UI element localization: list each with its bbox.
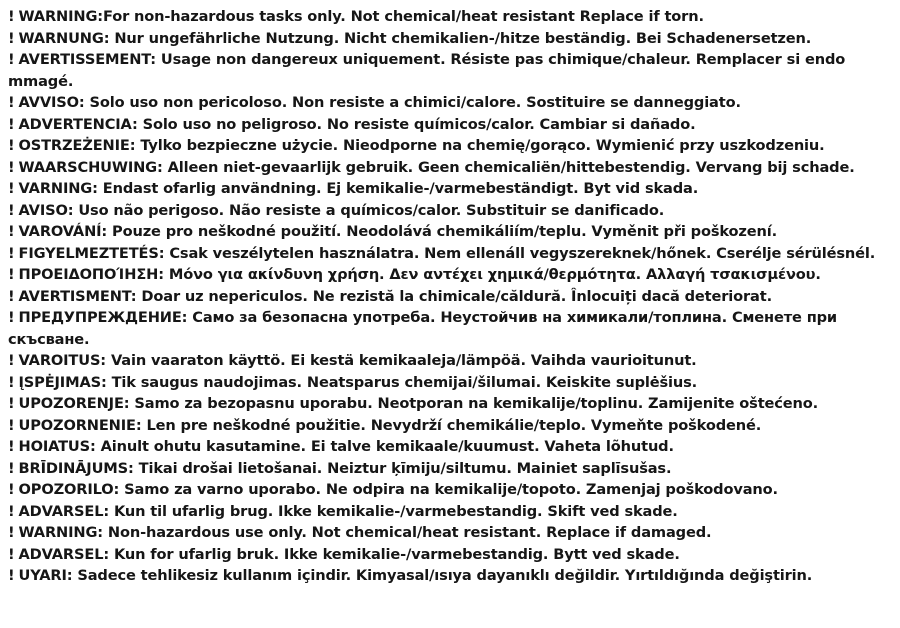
exclamation-icon: !	[8, 180, 15, 197]
warning-line	[8, 264, 878, 286]
warning-body: For non-hazardous tasks only. Not chemical/heat resistant Replace if torn.	[102, 8, 704, 25]
warning-line	[8, 501, 878, 523]
warning-line	[8, 114, 878, 136]
warning-body: Tik saugus naudojimas. Neatsparus chemijai/šilumai. Keiskite suplėšius.	[111, 373, 698, 391]
warning-body: Len pre neškodné použitie. Nevydrží chemikálie/teplo. Vymeňte poškodené.	[146, 416, 762, 434]
warning-label: UPOZORENJE:	[18, 395, 130, 412]
exclamation-icon: !	[8, 524, 15, 541]
warning-body: Tylko bezpieczne użycie. Nieodporne na chemię/gorąco. Wymienić przy uszkodzeniu.	[140, 137, 825, 154]
warning-line	[8, 49, 878, 92]
exclamation-icon: !	[8, 352, 15, 369]
warning-body: Kun til ufarlig brug. Ikke kemikalie-/varmebestandig. Skift ved skade.	[113, 502, 678, 520]
exclamation-icon: !	[8, 94, 15, 111]
warning-line	[8, 393, 878, 415]
warning-line	[8, 458, 878, 480]
warning-label: ADVARSEL:	[18, 502, 110, 520]
exclamation-icon: !	[8, 158, 15, 176]
warning-line	[8, 243, 878, 265]
exclamation-icon: !	[8, 51, 15, 68]
warning-label: VAROVÁNÍ:	[18, 223, 108, 240]
warning-body: Nur ungefährliche Nutzung. Nicht chemikalien-/hitze beständig. Bei Schadenersetzen.	[114, 29, 812, 47]
warning-line	[8, 92, 878, 114]
exclamation-icon: !	[8, 459, 15, 477]
exclamation-icon: !	[8, 244, 15, 262]
exclamation-icon: !	[8, 567, 15, 584]
warning-label: FIGYELMEZTETÉS:	[18, 244, 165, 262]
warning-line	[8, 522, 878, 544]
warning-label: ĮSPĖJIMAS:	[18, 373, 107, 391]
exclamation-icon: !	[8, 545, 15, 563]
warning-label: ΠΡΟΕΙΔΟΠΟΊΗΣΗ:	[18, 266, 164, 283]
warning-body: Solo uso no peligroso. No resiste químicos/calor. Cambiar si dañado.	[142, 115, 696, 133]
warning-line	[8, 544, 878, 566]
warning-line	[8, 350, 878, 372]
warning-body: Doar uz nepericulos. Ne rezistă la chimicale/căldură. Înlocuiți dacă deteriorat.	[141, 287, 772, 305]
exclamation-icon: !	[8, 266, 15, 283]
exclamation-icon: !	[8, 309, 15, 326]
warning-body: Само за безопасна употреба. Неустойчив на химикали/топлина. Сменете при скъсване.	[8, 309, 838, 348]
warning-body: Tikai drošai lietošanai. Neiztur ķīmiju/siltumu. Mainiet saplīsušas.	[138, 459, 672, 477]
warning-body: Csak veszélytelen használatra. Nem ellenáll vegyszereknek/hőnek. Cserélje sérülésnél.	[169, 244, 876, 262]
warning-text-block	[8, 6, 878, 587]
warning-label: ADVARSEL:	[18, 545, 110, 563]
warning-label: UYARI:	[18, 567, 73, 584]
warning-body: Kun for ufarlig bruk. Ikke kemikalie-/varmebestandig. Bytt ved skade.	[113, 545, 680, 563]
exclamation-icon: !	[8, 201, 15, 219]
exclamation-icon: !	[8, 8, 15, 25]
warning-line	[8, 565, 878, 587]
warning-label: OPOZORILO:	[18, 481, 120, 498]
warning-body: Vain vaaraton käyttö. Ei kestä kemikaaleja/lämpöä. Vaihda vaurioitunut.	[110, 352, 697, 369]
warning-label: VARNING:	[18, 180, 98, 197]
warning-label: WARNUNG:	[18, 29, 110, 47]
warning-body: Uso não perigoso. Não resiste a químicos/calor. Substituir se danificado.	[78, 201, 665, 219]
exclamation-icon: !	[8, 438, 15, 455]
warning-label: ADVERTENCIA:	[18, 115, 138, 133]
warning-line	[8, 436, 878, 458]
warning-body: Non-hazardous use only. Not chemical/heat resistant. Replace if damaged.	[107, 524, 712, 541]
warning-line	[8, 157, 878, 179]
warning-label: AVISO:	[18, 201, 74, 219]
exclamation-icon: !	[8, 395, 15, 412]
warning-body: Samo za bezopasnu uporabu. Neotporan na kemikalije/toplinu. Zamijenite oštećeno.	[134, 395, 819, 412]
warning-line	[8, 135, 878, 157]
warning-body: Pouze pro neškodné použití. Neodolává chemikáliím/teplu. Vyměnit při poškození.	[112, 223, 778, 240]
warning-label: ПРЕДУПРЕЖДЕНИЕ:	[18, 309, 188, 326]
warning-label: BRĪDINĀJUMS:	[18, 459, 134, 477]
warning-line	[8, 178, 878, 200]
warning-label: VAROITUS:	[18, 352, 106, 369]
warning-label: WARNING:	[18, 524, 103, 541]
warning-line	[8, 286, 878, 308]
exclamation-icon: !	[8, 416, 15, 434]
warning-body: Samo za varno uporabo. Ne odpira na kemikalije/topoto. Zamenjaj poškodovano.	[124, 481, 778, 498]
warning-label: HOIATUS:	[18, 438, 96, 455]
warning-body: Sadece tehlikesiz kullanım içindir. Kimyasal/ısıya dayanıklı değildir. Yırtıldığında değiştirin.	[77, 567, 813, 584]
warning-body: Alleen niet-gevaarlijk gebruik. Geen chemicaliën/hittebestendig. Vervang bij schade.	[167, 158, 855, 176]
warning-line	[8, 479, 878, 501]
warning-body: Solo uso non pericoloso. Non resiste a chimici/calore. Sostituire se danneggiato.	[89, 94, 741, 111]
warning-body: Ainult ohutu kasutamine. Ei talve kemikaale/kuumust. Vaheta lõhutud.	[100, 438, 674, 455]
warning-label: AVVISO:	[18, 94, 85, 111]
exclamation-icon: !	[8, 115, 15, 133]
warning-label: AVERTISMENT:	[18, 287, 137, 305]
warning-body: Endast ofarlig användning. Ej kemikalie-/varmebeständigt. Byt vid skada.	[102, 180, 699, 197]
warning-line	[8, 200, 878, 222]
warning-line	[8, 415, 878, 437]
warning-body: Usage non dangereux uniquement. Résiste pas chimique/chaleur. Remplacer si endo mmagé.	[8, 51, 846, 90]
warning-label: AVERTISSEMENT:	[18, 51, 156, 68]
warning-line	[8, 307, 878, 350]
exclamation-icon: !	[8, 137, 15, 154]
warning-line	[8, 28, 878, 50]
warning-label: WARNING:	[18, 8, 103, 25]
warning-line	[8, 221, 878, 243]
warning-line	[8, 372, 878, 394]
exclamation-icon: !	[8, 223, 15, 240]
warning-body: Μόνο για ακίνδυνη χρήση. Δεν αντέχει χημικά/θερμότητα. Αλλαγή τσακισμένου.	[168, 266, 821, 283]
warning-label: WAARSCHUWING:	[18, 158, 163, 176]
warning-label: UPOZORNENIE:	[18, 416, 142, 434]
exclamation-icon: !	[8, 373, 15, 391]
exclamation-icon: !	[8, 502, 15, 520]
warning-label: OSTRZEŻENIE:	[18, 137, 136, 154]
exclamation-icon: !	[8, 481, 15, 498]
warning-line	[8, 6, 878, 28]
exclamation-icon: !	[8, 29, 15, 47]
exclamation-icon: !	[8, 287, 15, 305]
